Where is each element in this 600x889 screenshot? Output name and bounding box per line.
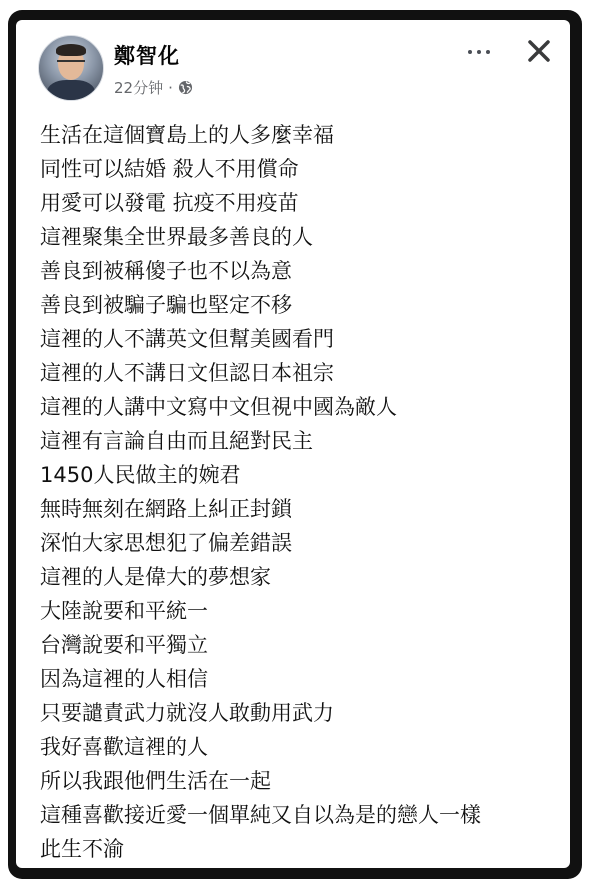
more-dot [486, 50, 490, 54]
post-line: 1450人民做主的婉君 [40, 463, 241, 487]
post-line: 這裡的人講中文寫中文但視中國為敵人 [40, 395, 397, 419]
post-header [16, 20, 570, 115]
close-icon[interactable] [524, 36, 554, 66]
author-name[interactable]: 鄭智化 [114, 44, 180, 68]
post-line: 大陸說要和平統一 [40, 599, 208, 623]
post-line: 同性可以結婚 殺人不用償命 [40, 157, 299, 181]
post-line: 台灣說要和平獨立 [40, 633, 208, 657]
post-line: 善良到被稱傻子也不以為意 [40, 259, 292, 283]
post-line: 這裡有言論自由而且絕對民主 [40, 429, 313, 453]
post-line: 用愛可以發電 抗疫不用疫苗 [40, 191, 299, 215]
post-line: 生活在這個寶島上的人多麼幸福 [40, 123, 334, 147]
post-line: 這裡的人不講日文但認日本祖宗 [40, 361, 334, 385]
post-line: 深怕大家思想犯了偏差錯誤 [40, 531, 292, 555]
post-line: 因為這裡的人相信 [40, 667, 208, 691]
more-dot [477, 50, 481, 54]
post-line: 無時無刻在網路上糾正封鎖 [40, 497, 292, 521]
avatar-shirt [47, 80, 95, 101]
post-line: 這種喜歡接近愛一個單純又自以為是的戀人一樣 [40, 803, 481, 827]
author-avatar[interactable] [38, 35, 104, 101]
post-line: 善良到被騙子騙也堅定不移 [40, 293, 292, 317]
post-card [16, 20, 570, 868]
post-line: 此生不渝 [40, 837, 124, 861]
post-line: 所以我跟他們生活在一起 [40, 769, 271, 793]
post-line: 這裡聚集全世界最多善良的人 [40, 225, 313, 249]
post-line: 我好喜歡這裡的人 [40, 735, 208, 759]
post-body [40, 118, 560, 866]
post-line: 只要譴責武力就沒人敢動用武力 [40, 701, 334, 725]
post-timestamp[interactable]: 22分钟 [114, 79, 164, 97]
globe-icon[interactable] [178, 80, 193, 95]
post-meta [114, 77, 193, 98]
avatar-glasses [57, 60, 85, 70]
meta-separator: · [168, 78, 173, 97]
more-options-button[interactable] [461, 40, 497, 64]
post-line: 這裡的人不講英文但幫美國看門 [40, 327, 334, 351]
post-line: 這裡的人是偉大的夢想家 [40, 565, 271, 589]
avatar-hair [56, 44, 86, 56]
more-horizontal-icon [468, 50, 472, 54]
